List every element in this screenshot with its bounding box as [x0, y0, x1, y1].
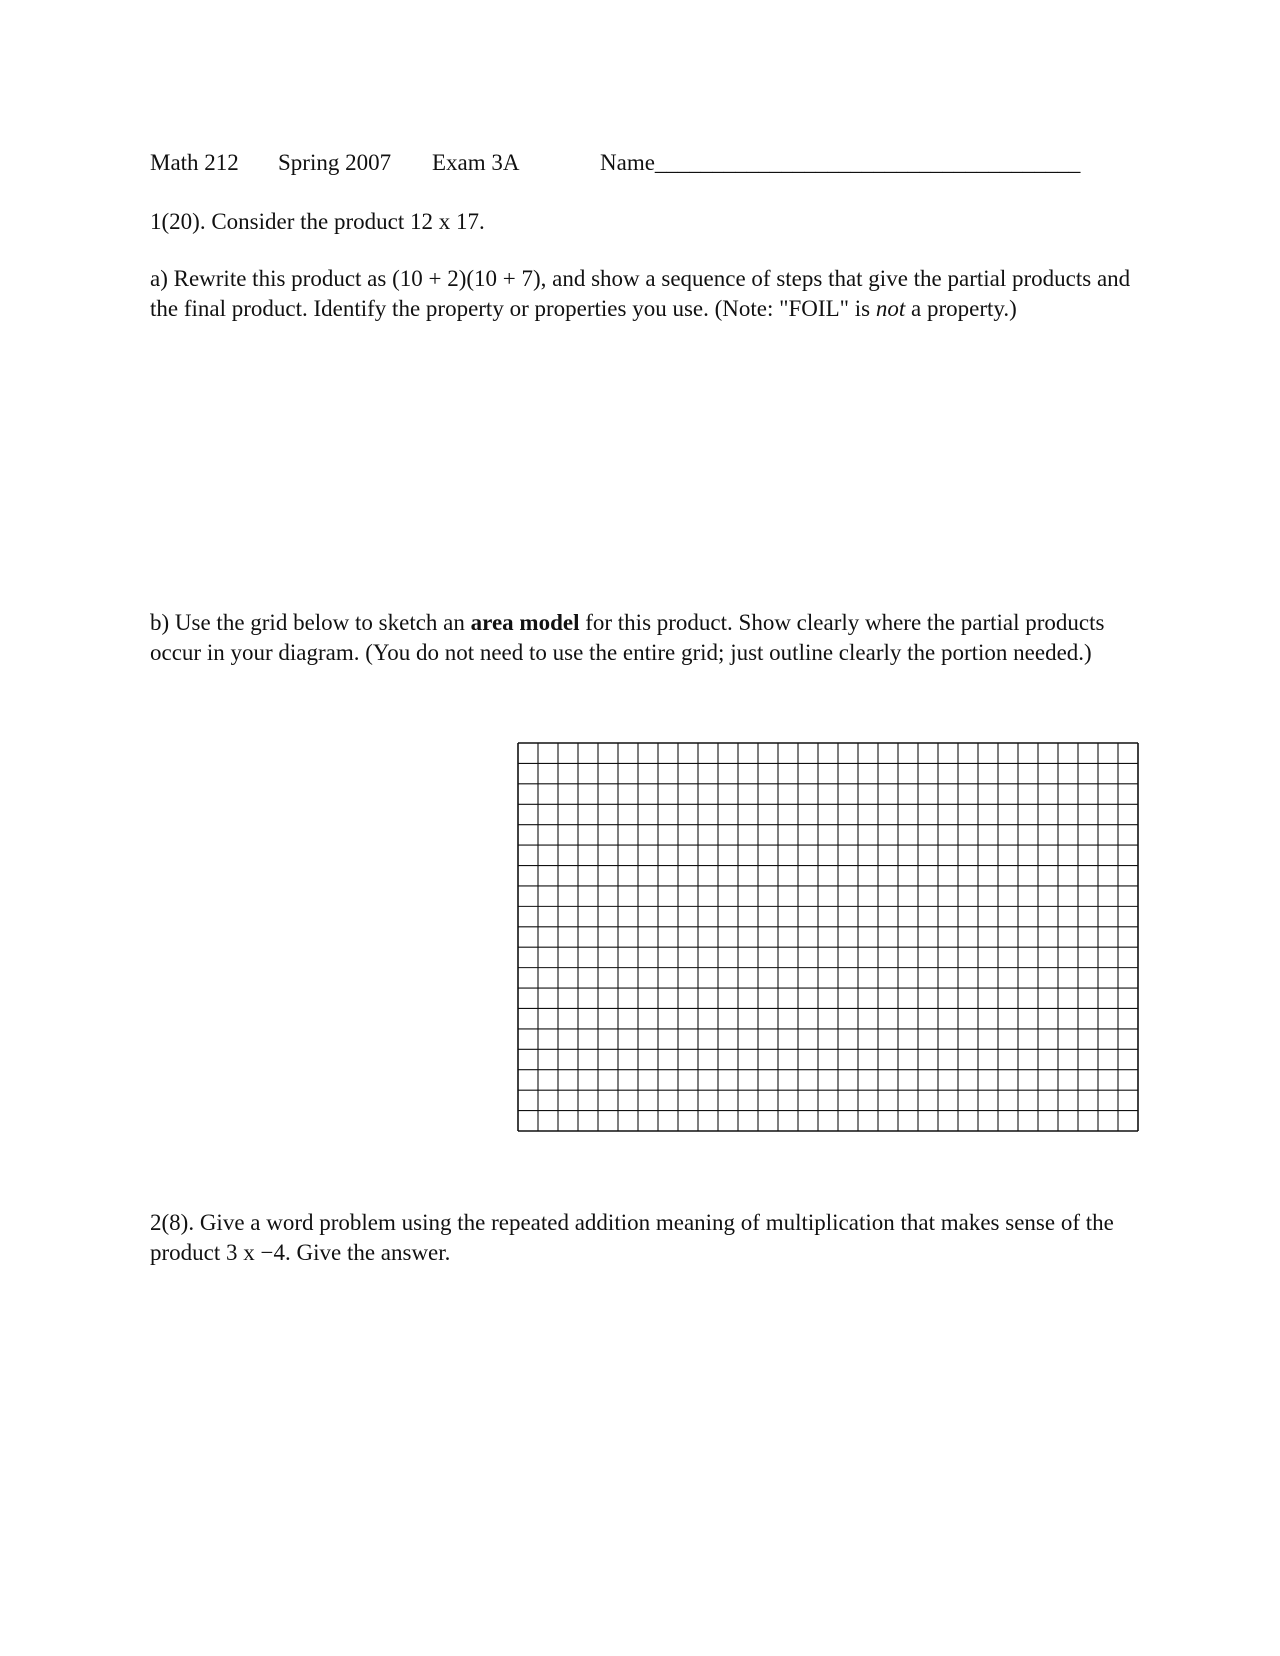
name-field: Name_____________________________________ [600, 150, 1081, 175]
question-1b-text: b) Use the grid below to sketch an [150, 610, 471, 635]
question-1b-text-end: for this product. Show clearly where the partial products occur in your diagram. (You do not need to use the entire grid; just outline clearly the portion needed.) [150, 610, 1105, 665]
question-1b [150, 608, 1140, 667]
question-1-intro: 1(20). Consider the product 12 x 17. [150, 209, 485, 234]
question-1a-text: a) Rewrite this product as (10 + 2)(10 + 7), and show a sequence of steps that give the partial products and the final product. Identify the property or properties you use. (Note: "FOIL" is [150, 266, 1131, 321]
question-1a-emphasis: not [875, 295, 906, 321]
exam-label: Exam 3A [432, 150, 520, 175]
course-label: Math 212 [150, 150, 239, 175]
term-label: Spring 2007 [278, 150, 392, 175]
question-2: 2(8). Give a word problem using the repeated addition meaning of multiplication that makes sense of the product 3 x −4. Give the answer. [150, 1210, 1114, 1265]
question-1b-emphasis: area model [470, 610, 580, 635]
exam-header [150, 148, 1080, 178]
area-model-grid [517, 742, 1139, 1132]
grid-svg [517, 742, 1139, 1132]
question-1a-text-end: a property.) [905, 295, 1017, 321]
question-1a [150, 264, 1140, 323]
